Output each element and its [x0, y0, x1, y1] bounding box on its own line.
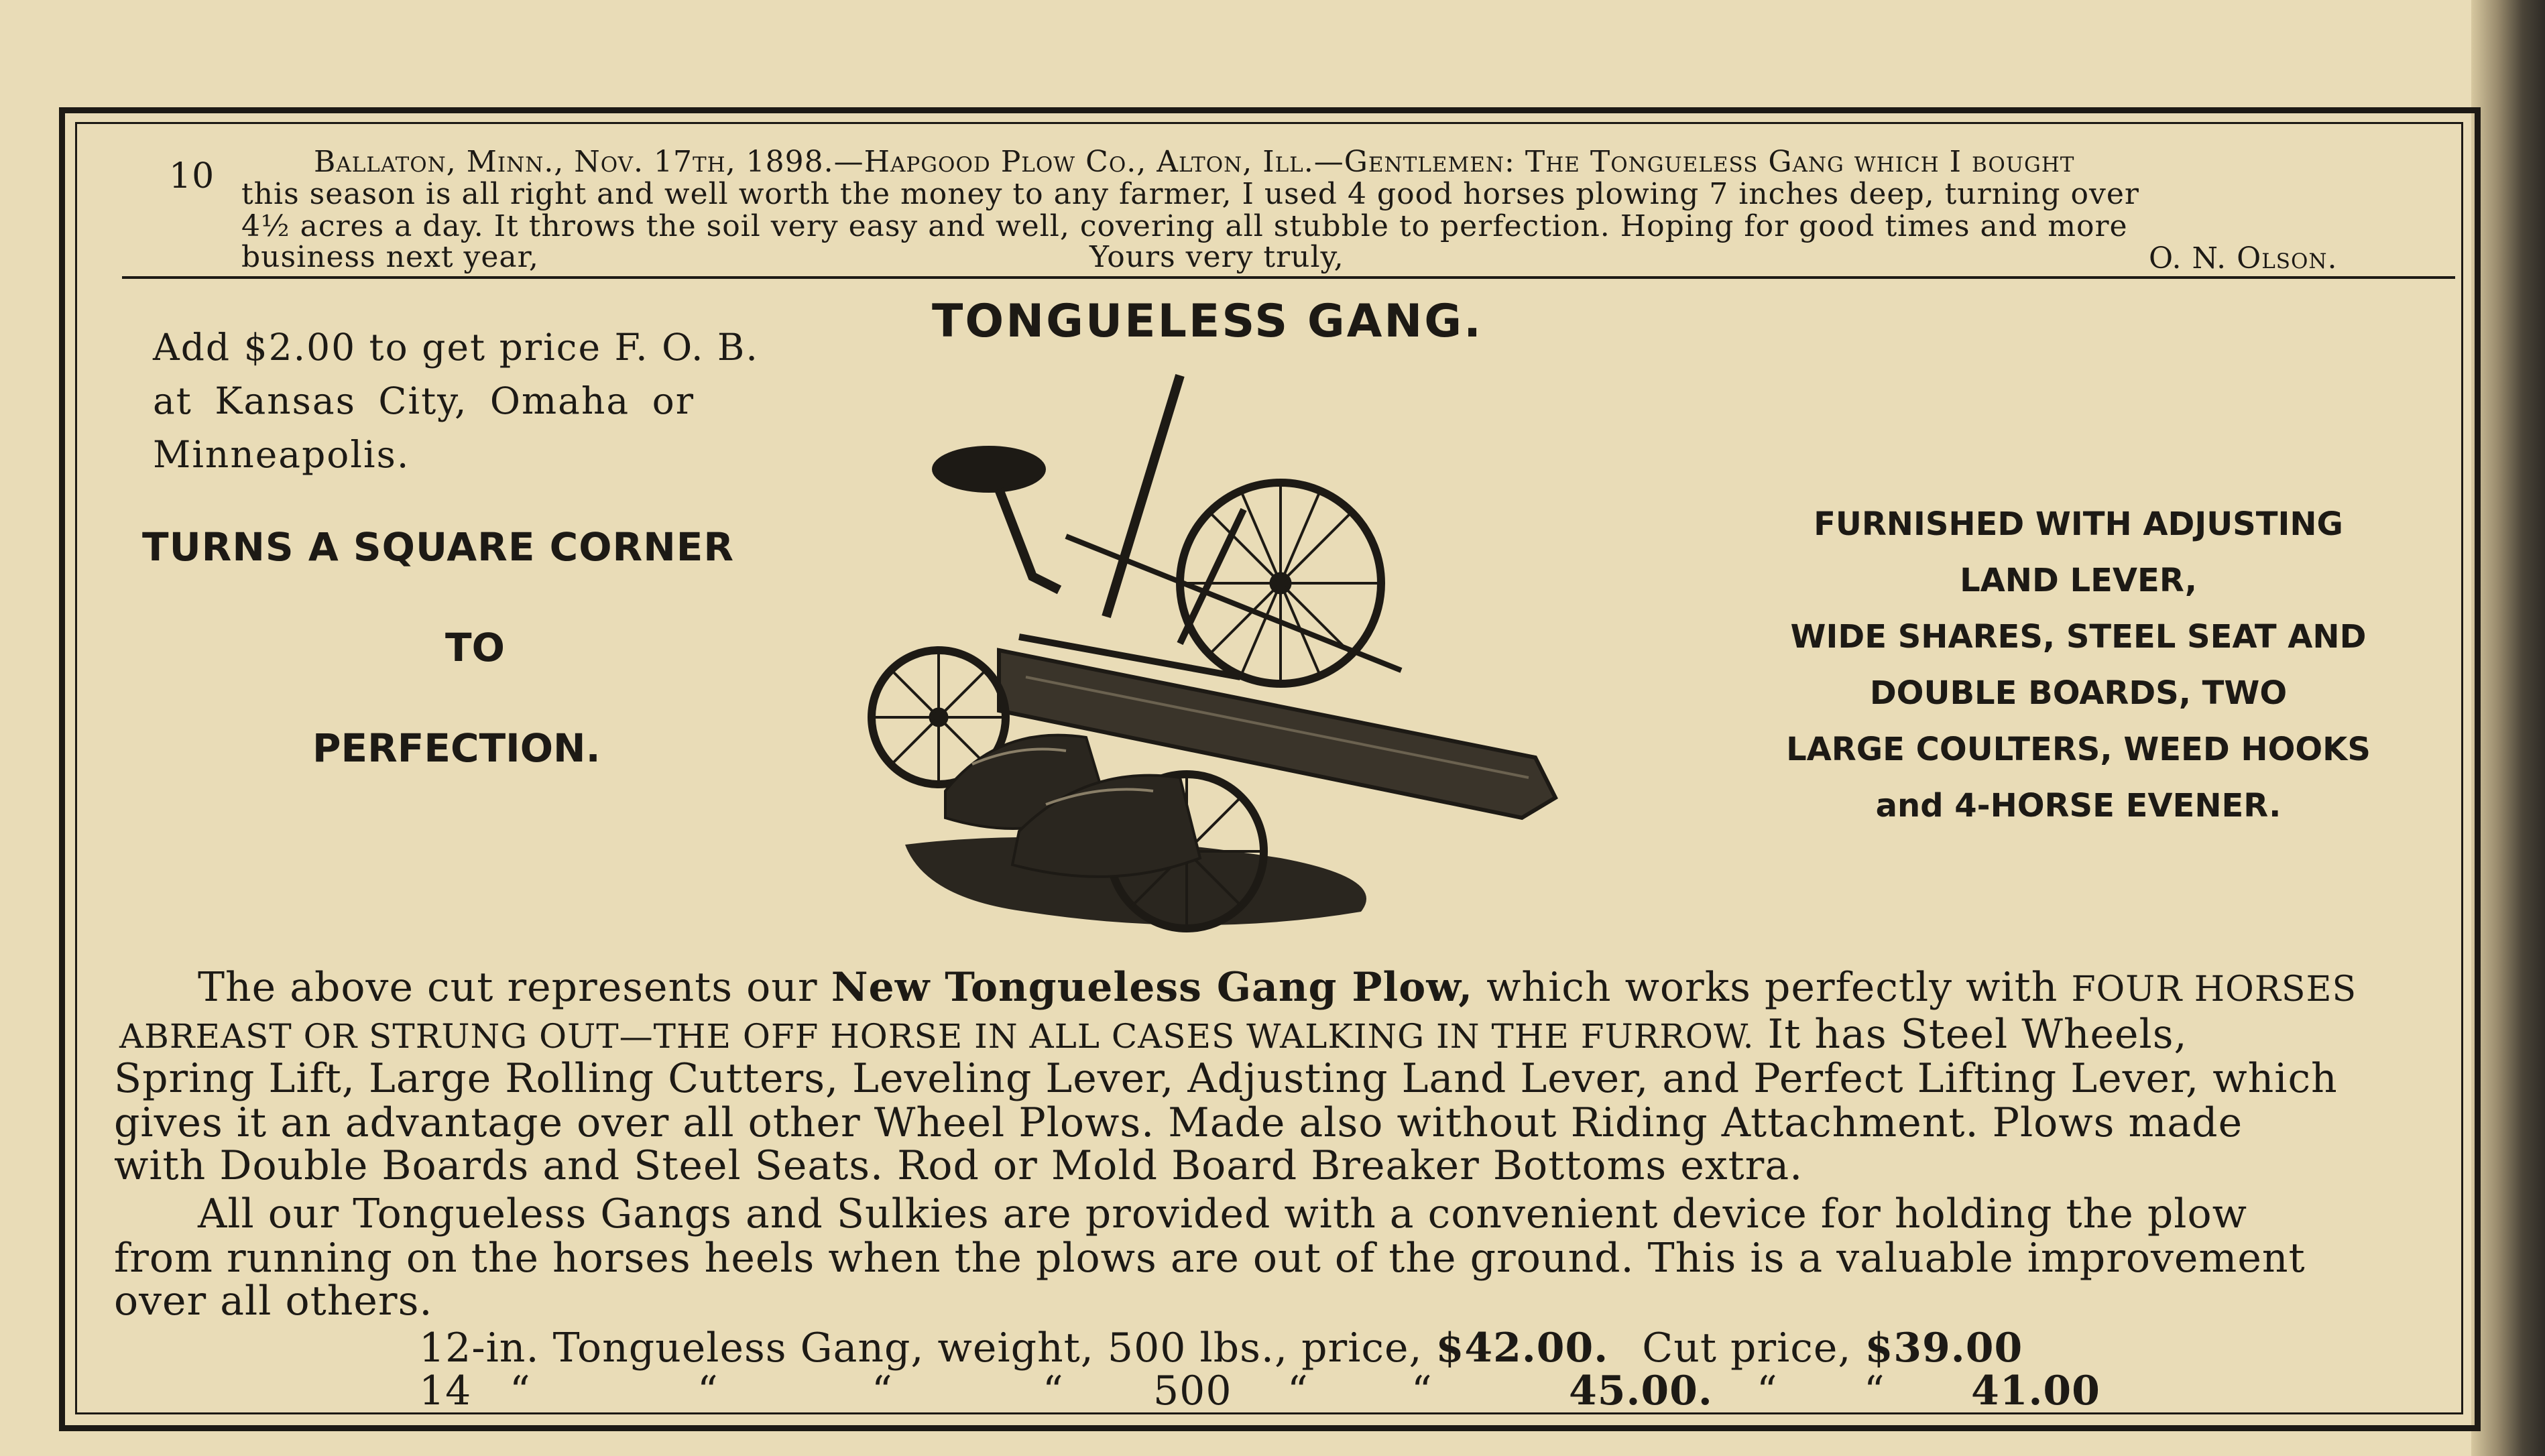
description-emphasis: ABREAST OR STRUNG OUT—THE OFF HORSE IN ALL CASES WALKING IN THE FURROW. — [119, 1017, 1755, 1056]
description-line-4: gives it an advantage over all other Wheel Plows. Made also without Riding Attachment. Plows made — [114, 1099, 2243, 1146]
description-text: The above cut represents our — [198, 964, 818, 1011]
feature-line: DOUBLE BOARDS, TWO — [1869, 674, 2288, 712]
price-cut-label: Cut price, — [1642, 1325, 1852, 1372]
product-name: New Tongueless Gang Plow, — [831, 964, 1473, 1011]
description-line-7: from running on the horses heels when the plows are out of the ground. This is a valuable improvement — [114, 1235, 2306, 1282]
price-row-2-weight: 500 — [1153, 1368, 1232, 1414]
feature-line: FURNISHED WITH ADJUSTING — [1814, 505, 2343, 543]
illustration-title: TONGUELESS GANG. — [932, 295, 1483, 348]
testimonial-closing: business next year, — [241, 240, 539, 274]
large-rear-wheel — [1180, 483, 1381, 684]
price-weight: 500 lbs., price, — [1107, 1325, 1423, 1372]
feature-line: and 4-HORSE EVENER. — [1875, 787, 2282, 825]
description-line-8: over all others. — [114, 1278, 433, 1325]
ditto-mark: “ — [1411, 1368, 1433, 1414]
price-cut: $39.00 — [1865, 1325, 2023, 1372]
testimonial-line-1 — [314, 146, 2074, 178]
page-edge-shadow — [2471, 0, 2545, 1456]
feature-line: WIDE SHARES, STEEL SEAT AND — [1790, 618, 2367, 656]
ditto-mark: “ — [872, 1368, 893, 1414]
price-row-2-cut: 41.00 — [1971, 1368, 2100, 1414]
testimonial-valediction: Yours very truly, — [1089, 240, 1344, 274]
testimonial-signature: O. N. Olson. — [2149, 241, 2338, 276]
testimonial-line-1-text: Ballaton, Minn., Nov. 17th, 1898.—Hapgood Plow Co., Alton, Ill.—Gentlemen: The Tongueless Gang which I bought — [314, 145, 2075, 179]
ditto-mark: “ — [1043, 1368, 1064, 1414]
testimonial-divider — [122, 276, 2455, 279]
price-size: 12-in. — [419, 1325, 540, 1372]
ditto-mark: “ — [697, 1368, 719, 1414]
feature-line: LAND LEVER, — [1960, 562, 2197, 599]
description-text: It has Steel Wheels, — [1767, 1011, 2188, 1058]
price-row-2-size: 14 — [419, 1368, 472, 1414]
price-product: Tongueless Gang, weight, — [552, 1325, 1094, 1372]
slogan-line-1: TURNS A SQUARE CORNER — [142, 524, 735, 570]
price-note-line-2: at Kansas City, Omaha or — [153, 379, 695, 422]
testimonial-line-3: 4½ acres a day. It throws the soil very easy and well, covering all stubble to perfection. Hoping for good times and more — [241, 209, 2128, 243]
price-row-2-list: 45.00. — [1569, 1368, 1713, 1414]
feature-line: LARGE COULTERS, WEED HOOKS — [1786, 731, 2371, 768]
plow-illustration — [865, 362, 1696, 938]
description-emphasis: FOUR HORSES — [2071, 969, 2357, 1010]
ditto-mark: “ — [1864, 1368, 1885, 1414]
description-line-1 — [198, 964, 2357, 1011]
price-note-line-1: Add $2.00 to get price F. O. B. — [153, 326, 759, 369]
slogan-line-3: PERFECTION. — [312, 725, 601, 771]
slogan-line-2: TO — [445, 625, 505, 670]
ditto-mark: “ — [1757, 1368, 1778, 1414]
description-text: which works perfectly with — [1486, 964, 2058, 1011]
ditto-mark: “ — [510, 1368, 531, 1414]
plow-levers — [1066, 375, 1401, 670]
description-line-3: Spring Lift, Large Rolling Cutters, Leveling Lever, Adjusting Land Lever, and Perfect Lifting Lever, which — [114, 1055, 2338, 1102]
description-line-2 — [119, 1011, 2188, 1058]
ditto-mark: “ — [1287, 1368, 1309, 1414]
features-list — [1690, 496, 2467, 834]
plow-seat — [932, 446, 1059, 590]
description-line-5: with Double Boards and Steel Seats. Rod or Mold Board Breaker Bottoms extra. — [114, 1142, 1803, 1189]
page-number: 10 — [169, 156, 215, 196]
price-row-1 — [419, 1325, 2023, 1372]
price-note-line-3: Minneapolis. — [153, 433, 410, 476]
price-list: $42.00. — [1435, 1325, 1609, 1372]
testimonial-line-2: this season is all right and well worth the money to any farmer, I used 4 good horses plowing 7 inches deep, turning over — [241, 177, 2139, 211]
description-line-6: All our Tongueless Gangs and Sulkies are provided with a convenient device for holding the plow — [198, 1191, 2247, 1237]
